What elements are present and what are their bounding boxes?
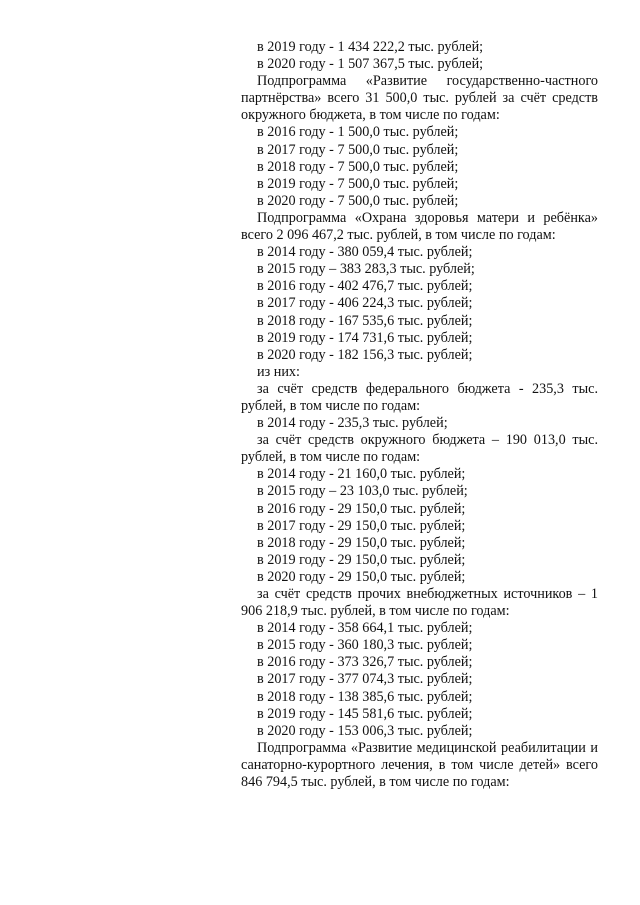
list-item: в 2015 году – 383 283,3 тыс. рублей; [257,261,475,278]
list-item: в 2020 году - 153 006,3 тыс. рублей; [257,722,473,739]
list-item: в 2020 году - 29 150,0 тыс. рублей; [257,568,466,585]
list-item: в 2014 году - 358 664,1 тыс. рублей; [257,620,473,637]
list-item: в 2019 году - 145 581,6 тыс. рублей; [257,705,473,722]
list-item: в 2014 году - 380 059,4 тыс. рублей; [257,244,473,261]
list-item: в 2017 году - 377 074,3 тыс. рублей; [257,671,473,688]
list-item: в 2015 году - 360 180,3 тыс. рублей; [257,637,473,654]
list-item: в 2019 году - 7 500,0 тыс. рублей; [257,175,459,192]
list-item: в 2014 году - 21 160,0 тыс. рублей; [257,466,466,483]
list-item: в 2015 году – 23 103,0 тыс. рублей; [257,483,468,500]
paragraph: Подпрограмма «Охрана здоровья матери и ребёнка» всего 2 096 467,2 тыс. рублей, в том числе по годам: [241,209,598,244]
paragraph: за счёт средств прочих внебюджетных источников – 1 906 218,9 тыс. рублей, в том числе по годам: [241,586,598,620]
list-item: в 2019 году - 174 731,6 тыс. рублей; [257,329,473,346]
list-item: в 2017 году - 7 500,0 тыс. рублей; [257,141,459,158]
paragraph: за счёт средств федерального бюджета - 235,3 тыс. рублей, в том числе по годам: [241,380,598,414]
paragraph: Подпрограмма «Развитие медицинской реабилитации и санаторно-курортного лечения, в том числе детей» всего 846 794,5 тыс. рублей, в том числе по годам: [241,739,598,791]
list-item: в 2019 году - 1 434 222,2 тыс. рублей; [257,39,484,55]
list-item: в 2016 году - 29 150,0 тыс. рублей; [257,500,466,517]
list-item: в 2016 году - 373 326,7 тыс. рублей; [257,654,473,671]
list-item: в 2016 году - 402 476,7 тыс. рублей; [257,278,473,295]
list-item: в 2017 году - 406 224,3 тыс. рублей; [257,295,473,312]
list-item: в 2017 году - 29 150,0 тыс. рублей; [257,517,466,534]
document-page [241,39,598,791]
list-item: в 2020 году - 182 156,3 тыс. рублей; [257,346,473,363]
list-item: в 2020 году - 7 500,0 тыс. рублей; [257,192,459,209]
list-item: в 2018 году - 7 500,0 тыс. рублей; [257,158,459,175]
list-item: в 2018 году - 29 150,0 тыс. рублей; [257,534,466,551]
paragraph: Подпрограмма «Развитие государственно-частного партнёрства» всего 31 500,0 тыс. рублей за счёт средств окружного бюджета, в том числе по годам: [241,73,598,124]
list-item: в 2014 году - 235,3 тыс. рублей; [257,415,448,432]
list-item: в 2020 году - 1 507 367,5 тыс. рублей; [257,56,484,73]
list-item: в 2018 году - 167 535,6 тыс. рублей; [257,312,473,329]
list-item: в 2018 году - 138 385,6 тыс. рублей; [257,688,473,705]
paragraph: за счёт средств окружного бюджета – 190 013,0 тыс. рублей, в том числе по годам: [241,432,598,466]
list-item: в 2016 году - 1 500,0 тыс. рублей; [257,124,459,141]
list-item: в 2019 году - 29 150,0 тыс. рублей; [257,551,466,568]
list-item: из них: [257,363,300,380]
